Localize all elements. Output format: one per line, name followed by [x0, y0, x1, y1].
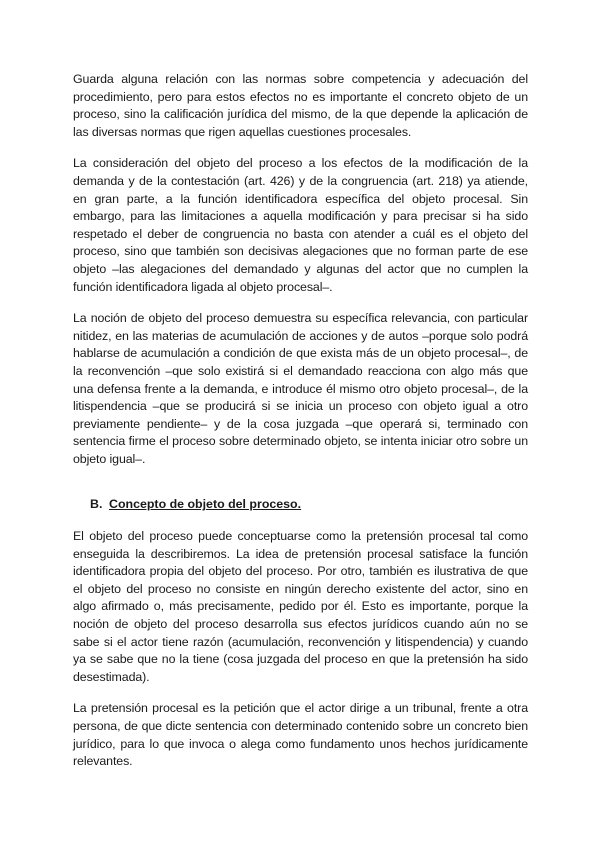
paragraph-concepto-objeto: El objeto del proceso puede conceptuarse como la pretensión procesal tal como enseguida la describiremos. La idea de pretensión procesal satisface la función identificadora propia del objeto del proceso. Por otro, también es ilustrativa de que el objeto del proceso no consiste en ningún derecho existente del actor, sino en algo afirmado o, más precisamente, pedido por él. Esto es importante, porque la noción de objeto del proceso desarrolla sus efectos jurídicos cuando aún no se sabe si el actor tiene razón (acumulación, reconvención y litispendencia) y cuando ya se sabe que no la tiene (cosa juzgada del proceso en que la pretensión ha sido desestimada). [73, 529, 528, 684]
document-page [73, 71, 528, 771]
section-heading [73, 496, 528, 514]
section-letter: B. [90, 497, 103, 512]
paragraph-modificacion-demanda: La consideración del objeto del proceso a los efectos de la modificación de la demanda y de la contestación (art. 426) y de la congruencia (art. 218) ya atiende, en gran parte, a la función identificadora específica del objeto procesal. Sin embargo, para las limitaciones a aquella modificación y para precisar si ha sido respetado el deber de congruencia no basta con atender a cuál es el objeto del proceso, sino que también son decisivas alegaciones que no forman parte de ese objeto –las alegaciones del demandado y algunas del actor que no cumplen la función identificadora ligada al objeto procesal–. [73, 156, 528, 294]
paragraph-pretension-procesal: La pretensión procesal es la petición que el actor dirige a un tribunal, frente a otra persona, de que dicte sentencia con determinado contenido sobre un concreto bien jurídico, para lo que invoca o alega como fundamento unos hechos jurídicamente relevantes. [73, 701, 528, 769]
paragraph-competencia: Guarda alguna relación con las normas sobre competencia y adecuación del procedimiento, pero para estos efectos no es importante el concreto objeto de un proceso, sino la calificación jurídica del mismo, de la que depende la aplicación de las diversas normas que rigen aquellas cuestiones procesales. [73, 72, 528, 139]
paragraph-relevancia-objeto: La noción de objeto del proceso demuestra su específica relevancia, con particular nitidez, en las materias de acumulación de acciones y de autos –porque solo podrá hablarse de acumulación a condición de que exista más de un objeto procesal–, de la reconvención –que solo existirá si el demandado reacciona con algo más que una defensa frente a la demanda, e introduce él mismo otro objeto procesal–, de la litispendencia –que se producirá si se inicia un proceso con objeto igual a otro previamente pendiente– y de la cosa juzgada –que operará si, terminado con sentencia firme el proceso sobre determinado objeto, se intenta iniciar otro sobre un objeto igual–. [73, 311, 528, 466]
section-title: Concepto de objeto del proceso. [109, 497, 302, 512]
